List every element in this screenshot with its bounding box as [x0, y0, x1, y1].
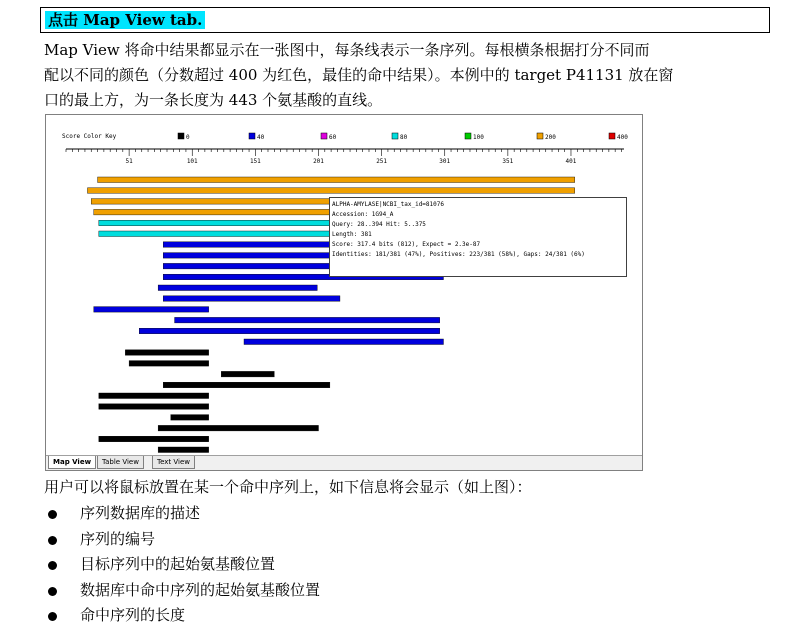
- bullet-dot-icon: [48, 612, 57, 621]
- hit-bar: [98, 177, 575, 183]
- hit-bar: [99, 404, 209, 410]
- map-view-screenshot: [45, 114, 643, 471]
- axis-tick-label: 151: [249, 158, 261, 165]
- bullet-text: 序列数据库的描述: [80, 504, 201, 522]
- axis-tick-label: 251: [376, 158, 388, 165]
- score-key-value: 0: [186, 134, 190, 141]
- score-key-swatch: [178, 133, 184, 139]
- hit-bar: [163, 382, 330, 388]
- hit-bar: [139, 328, 439, 334]
- axis-tick-label: 401: [565, 158, 577, 165]
- hit-bar: [163, 296, 340, 302]
- axis-tick-label: 201: [313, 158, 324, 165]
- hit-info-tooltip: [329, 197, 627, 277]
- score-key-value: 60: [329, 134, 337, 141]
- score-key-value: 80: [400, 134, 408, 141]
- hover-caption: 用户可以将鼠标放置在某一个命中序列上，如下信息将会显示（如上图）：: [44, 478, 532, 496]
- tab-table-view[interactable]: Table View: [97, 456, 144, 469]
- hit-bar: [175, 317, 440, 323]
- hit-bar: [125, 350, 208, 356]
- tooltip-description: ALPHA-AMYLASE|NCBI_tax_id=81076: [332, 201, 444, 208]
- intro-line: 配以不同的颜色（分数超过 400 为红色，最佳的命中结果）。本例中的 target P41131 放在窗: [44, 66, 674, 84]
- map-view-chart: [46, 115, 642, 456]
- bullet-dot-icon: [48, 536, 57, 545]
- hit-bar: [129, 361, 209, 367]
- bullet-text: 命中序列的长度: [80, 606, 186, 624]
- axis-tick-label: 301: [439, 158, 451, 165]
- tab-text-view[interactable]: Text View: [152, 456, 195, 469]
- hit-bar: [171, 415, 209, 421]
- score-key-swatch: [465, 133, 471, 139]
- axis-tick-label: 351: [502, 158, 514, 165]
- tooltip-accession: Accession: 1G94_A: [332, 211, 394, 218]
- step-header-box: [40, 7, 770, 33]
- bullet-text: 序列的编号: [80, 529, 156, 548]
- bullet-dot-icon: [48, 510, 57, 519]
- score-key-label: Score Color Key: [62, 133, 117, 140]
- score-key-swatch: [321, 133, 327, 139]
- tooltip-length: Length: 381: [332, 231, 372, 238]
- hit-bar: [221, 371, 274, 377]
- hit-bar: [87, 188, 574, 194]
- score-key-swatch: [249, 133, 255, 139]
- tooltip-query-hit: Query: 28..394 Hit: 5..375: [332, 221, 426, 228]
- score-key-value: 400: [617, 134, 628, 141]
- axis-tick-label: 101: [186, 158, 198, 165]
- bullet-text: 数据库中命中序列的起始氨基酸位置: [80, 580, 321, 599]
- view-tab-bar: [46, 455, 642, 470]
- hit-bar: [99, 393, 209, 399]
- intro-line: Map View 将命中结果都显示在一张图中，每条线表示一条序列。每根横条根据打分不同而: [44, 41, 650, 59]
- score-key-value: 100: [473, 134, 484, 141]
- score-key-value: 200: [545, 134, 556, 141]
- bullet-text: 目标序列中的起始氨基酸位置: [80, 555, 276, 573]
- score-key-swatch: [537, 133, 543, 139]
- tab-map-view[interactable]: Map View: [48, 456, 96, 469]
- tooltip-score: Score: 317.4 bits (812), Expect = 2.3e-87: [332, 241, 481, 248]
- hit-bar: [99, 436, 209, 442]
- intro-line: 口的最上方，为一条长度为 443 个氨基酸的直线。: [44, 91, 383, 109]
- bullet-dot-icon: [48, 561, 57, 570]
- tooltip-identities: Identities: 181/381 (47%), Positives: 223/381 (58%), Gaps: 24/381 (6%): [332, 251, 585, 258]
- score-key-swatch: [609, 133, 615, 139]
- step-title: 点击 Map View tab.: [45, 11, 205, 29]
- intro-paragraph: [44, 38, 744, 113]
- hit-bar: [158, 285, 317, 291]
- score-key-value: 40: [257, 134, 265, 141]
- hit-bar: [158, 425, 318, 431]
- hit-bar: [158, 447, 208, 453]
- hit-bar: [94, 307, 209, 313]
- axis-tick-label: 51: [125, 158, 133, 165]
- score-key-swatch: [392, 133, 398, 139]
- hit-bar: [244, 339, 443, 345]
- bullet-dot-icon: [48, 587, 57, 596]
